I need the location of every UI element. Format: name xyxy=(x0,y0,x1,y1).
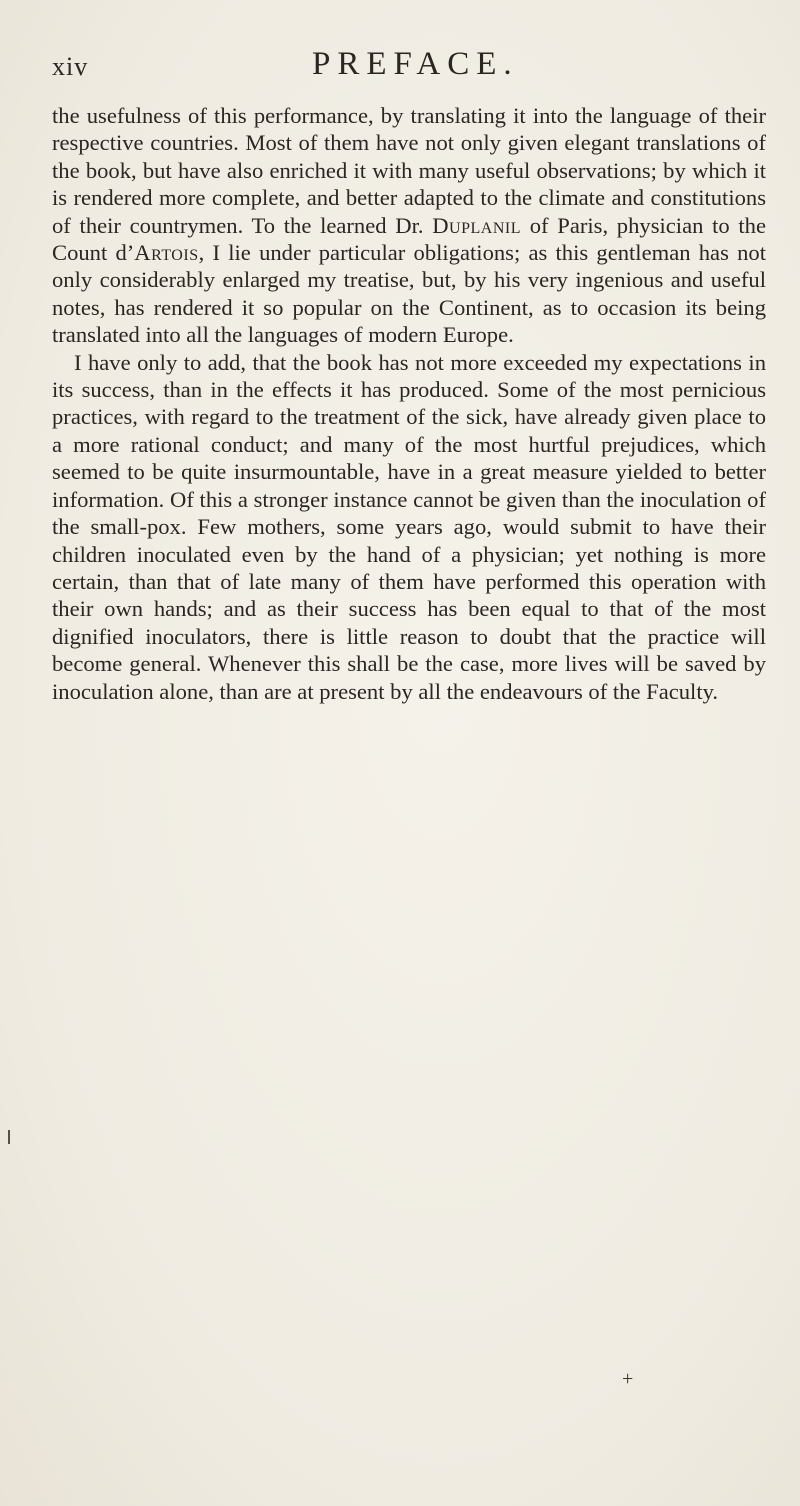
name-duplanil: Duplanil xyxy=(432,212,521,238)
header-title: PREFACE. xyxy=(312,46,519,82)
running-head xyxy=(52,44,772,84)
page-number: xiv xyxy=(52,52,89,81)
margin-mark xyxy=(8,1130,10,1144)
body-text xyxy=(52,102,766,705)
footer-mark: + xyxy=(622,1368,634,1390)
paragraph-1-text-b: of Paris, physician to the Count d’ xyxy=(52,212,766,266)
paragraph-1-text-c: , I lie under particular obligations; as this gentleman has not only considerably enlarged my treatise, but, by his very ingenious and useful notes, has rendered it so popular on the Continent, as to occasion its being translated into all the languages of modern Europe. xyxy=(52,240,766,348)
paragraph-1-text-a: the usefulness of this performance, by translating it into the language of their respective countries. Most of them have not only given elegant translations of the book, but have also enriched it with many useful observations; by which it is rendered more complete, and better adapted to the climate and constitutions of their countrymen. To the learned Dr. xyxy=(52,103,766,238)
paragraph-2: I have only to add, that the book has not more exceeded my expectations in its success, than in the effects it has produced. Some of the most pernicious practices, with regard to the treatment of the sick, have already given place to a more rational conduct; and many of the most hurtful prejudices, which seemed to be quite insurmountable, have in a great measure yielded to better information. Of this a stronger instance cannot be given than the inoculation of the small-pox. Few mothers, some years ago, would submit to have their children inoculated even by the hand of a physician; yet nothing is more certain, than that of late many of them have performed this operation with their own hands; and as their success has been equal to that of the most dignified inoculators, there is little reason to doubt that the practice will become general. Whenever this shall be the case, more lives will be saved by inoculation alone, than are at present by all the endeavours of the Faculty. xyxy=(52,349,766,704)
paragraph-1 xyxy=(52,102,766,349)
name-artois: Artois xyxy=(134,240,199,266)
